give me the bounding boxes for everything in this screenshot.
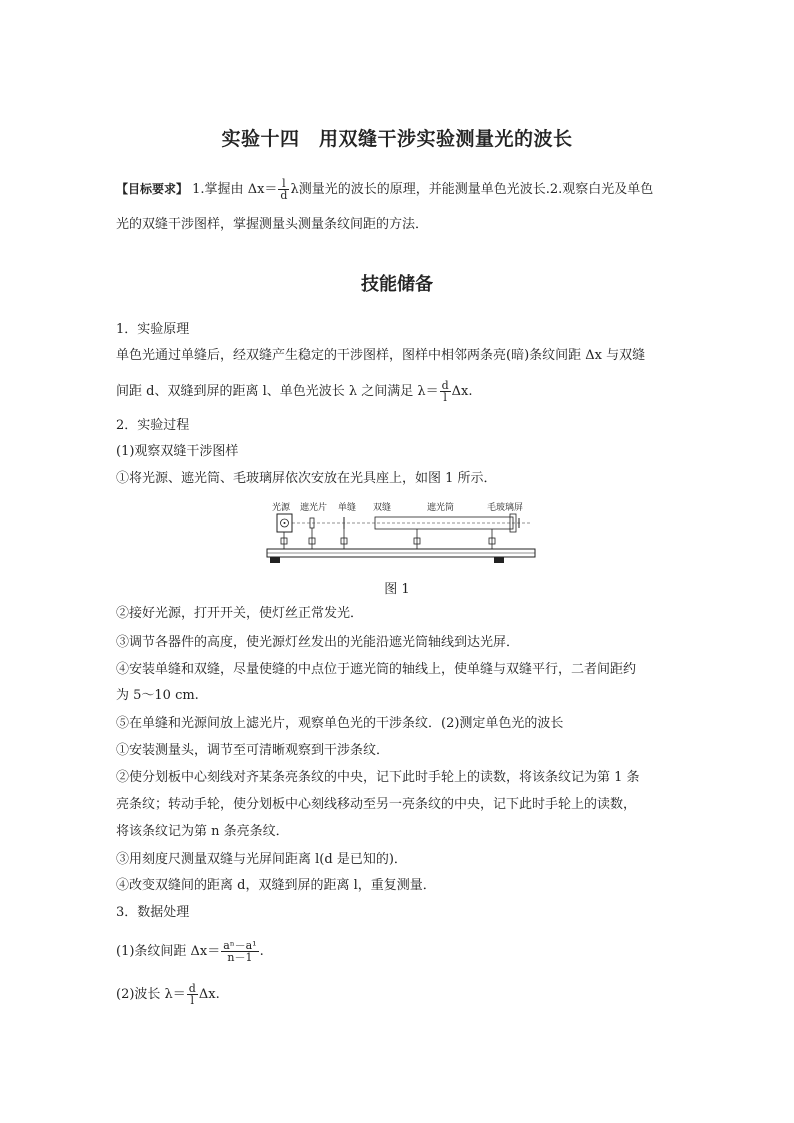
label-light-source: 光源: [272, 503, 291, 513]
fraction-numerator: d: [188, 982, 196, 995]
formula-wavelength: [116, 983, 220, 1006]
fraction-numerator: aⁿ－a¹: [223, 939, 257, 952]
process-step-4b: 为 5～10 cm.: [116, 688, 199, 703]
principle-fraction: [440, 380, 451, 403]
formula-spacing-pre: (1)条纹间距 Δx＝: [116, 944, 221, 959]
page-title: 实验十四 用双缝干涉实验测量光的波长: [221, 128, 573, 150]
figure-caption: 图 1: [384, 582, 410, 597]
fraction-numerator: l: [278, 178, 289, 190]
principle-heading: 1．实验原理: [116, 322, 190, 337]
bench-foot-right: [494, 557, 504, 563]
process-step-5: ⑤在单缝和光源间放上滤光片，观察单色光的干涉条纹．(2)测定单色光的波长: [116, 716, 564, 731]
formula-spacing-post: .: [259, 944, 264, 959]
fraction-denominator: n－1: [227, 951, 253, 964]
measure-step-2a: ②使分划板中心刻线对齐某条亮条纹的中央，记下此时手轮上的读数，将该条纹记为第 1 条: [116, 770, 640, 785]
formula-spacing-fraction: [221, 940, 258, 963]
measure-step-1: ①安装测量头，调节至可清晰观察到干涉条纹．: [116, 743, 390, 758]
label-double-slit: 双缝: [373, 503, 392, 513]
principle-line-1: 单色光通过单缝后，经双缝产生稳定的干涉图样，图样中相邻两条亮(暗)条纹间距 Δx 与双缝: [116, 348, 646, 363]
label-screen: 毛玻璃屏: [487, 503, 524, 513]
fraction-denominator: d: [280, 189, 288, 202]
label-tube: 遮光筒: [427, 503, 455, 513]
process-heading: 2．实验过程: [116, 418, 190, 433]
formula-wavelength-post: Δx.: [198, 987, 220, 1002]
process-step-3: ③调节各器件的高度，使光源灯丝发出的光能沿遮光筒轴线到达光屏．: [116, 635, 520, 650]
formula-wavelength-fraction: [187, 983, 198, 1006]
process-step-1: ①将光源、遮光筒、毛玻璃屏依次安放在光具座上，如图 1 所示．: [116, 471, 497, 486]
apparatus-figure: [262, 494, 542, 570]
objective-fraction: [278, 178, 289, 201]
objective-label: 【目标要求】: [116, 182, 189, 196]
principle-text-post: Δx.: [451, 384, 473, 399]
section-title: 技能储备: [361, 274, 433, 295]
data-heading: 3．数据处理: [116, 905, 190, 920]
process-step-4a: ④安装单缝和双缝，尽量使缝的中点位于遮光筒的轴线上，使单缝与双缝平行，二者间距约: [116, 662, 637, 677]
objective-line-1: [116, 178, 653, 201]
measure-step-4: ④改变双缝间的距离 d，双缝到屏的距离 l，重复测量．: [116, 878, 436, 893]
process-sub-1: (1)观察双缝干涉图样: [116, 444, 239, 459]
objective-text-post: λ测量光的波长的原理，并能测量单色光波长.2.观察白光及单色: [290, 182, 654, 197]
objective-line-2: 光的双缝干涉图样，掌握测量头测量条纹间距的方法．: [116, 217, 429, 232]
bench-foot-left: [270, 557, 280, 563]
measure-step-3: ③用刻度尺测量双缝与光屏间距离 l(d 是已知的)．: [116, 852, 407, 867]
fraction-denominator: l: [443, 391, 447, 404]
formula-wavelength-pre: (2)波长 λ＝: [116, 987, 186, 1002]
label-shade: 遮光片: [300, 503, 328, 513]
formula-spacing: [116, 940, 264, 963]
process-step-2: ②接好光源，打开开关，使灯丝正常发光．: [116, 606, 364, 621]
measure-step-2b: 亮条纹；转动手轮，使分划板中心刻线移动至另一亮条纹的中央，记下此时手轮上的读数，: [116, 797, 637, 812]
measure-step-2c: 将该条纹记为第 n 条亮条纹．: [116, 824, 289, 839]
fraction-denominator: l: [190, 994, 195, 1007]
principle-line-2: [116, 380, 473, 403]
objective-text-pre: 1.掌握由 Δx＝: [192, 182, 278, 197]
principle-text-pre: 间距 d、双缝到屏的距离 l、单色光波长 λ 之间满足 λ＝: [116, 384, 439, 399]
fraction-numerator: d: [441, 379, 449, 392]
label-single-slit: 单缝: [338, 503, 357, 513]
